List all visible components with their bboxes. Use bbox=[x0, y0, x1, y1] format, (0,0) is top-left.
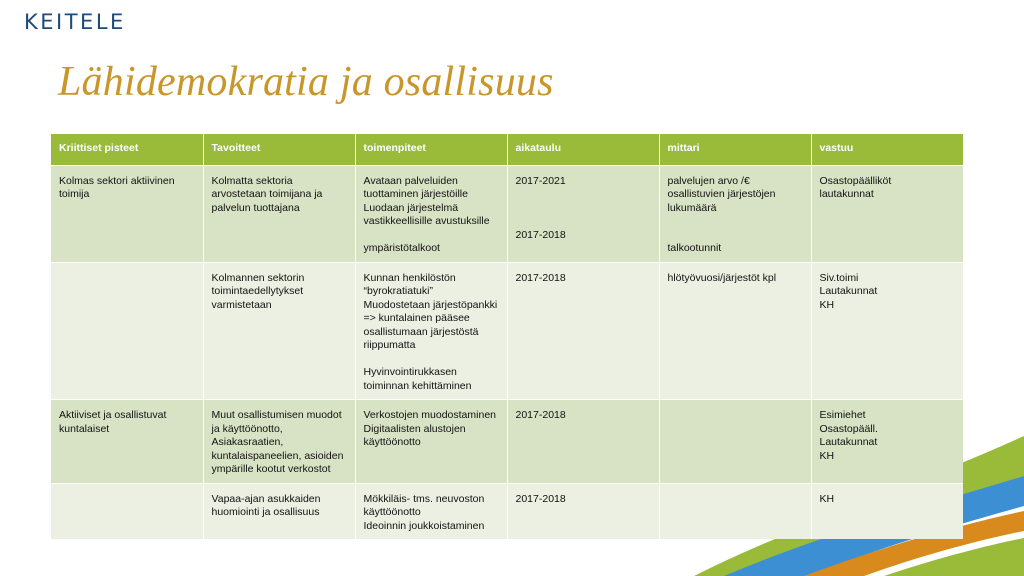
slide-title: Lähidemokratia ja osallisuus bbox=[58, 59, 554, 105]
header-vastuu: vastuu bbox=[811, 134, 963, 165]
table-cell bbox=[51, 262, 203, 400]
keitele-logo: KEITELE bbox=[24, 10, 126, 34]
table-cell: Esimiehet Osastopääll. Lautakunnat KH bbox=[811, 400, 963, 484]
table-cell bbox=[51, 483, 203, 539]
header-tavoitteet: Tavoitteet bbox=[203, 134, 355, 165]
table-cell: palvelujen arvo /€ osallistuvien järjestöjen lukumäärä talkootunnit bbox=[659, 165, 811, 262]
table-cell: Kolmannen sektorin toimintaedellytykset varmistetaan bbox=[203, 262, 355, 400]
table-cell: 2017-2018 bbox=[507, 400, 659, 484]
table-row bbox=[51, 400, 963, 484]
table-cell: KH bbox=[811, 483, 963, 539]
table-row bbox=[51, 483, 963, 539]
table-cell: 2017-2018 bbox=[507, 262, 659, 400]
table-cell bbox=[659, 400, 811, 484]
table-cell: 2017-2021 2017-2018 bbox=[507, 165, 659, 262]
table-cell: Siv.toimi Lautakunnat KH bbox=[811, 262, 963, 400]
table-cell: Avataan palveluiden tuottaminen järjestöille Luodaan järjestelmä vastikkeellisille avustuksille ympäristötalkoot bbox=[355, 165, 507, 262]
table-cell: Kolmatta sektoria arvostetaan toimijana ja palvelun tuottajana bbox=[203, 165, 355, 262]
table-cell: Mökkiläis- tms. neuvoston käyttöönotto Ideoinnin joukkoistaminen bbox=[355, 483, 507, 539]
header-aikataulu: aikataulu bbox=[507, 134, 659, 165]
table-cell: Osastopäälliköt lautakunnat bbox=[811, 165, 963, 262]
table-cell: Aktiiviset ja osallistuvat kuntalaiset bbox=[51, 400, 203, 484]
header-toimenpiteet: toimenpiteet bbox=[355, 134, 507, 165]
table-row bbox=[51, 165, 963, 262]
table-cell: 2017-2018 bbox=[507, 483, 659, 539]
plan-table bbox=[51, 134, 963, 539]
table-cell: Verkostojen muodostaminen Digitaalisten alustojen käyttöönotto bbox=[355, 400, 507, 484]
table-cell bbox=[659, 483, 811, 539]
header-mittari: mittari bbox=[659, 134, 811, 165]
table-row bbox=[51, 262, 963, 400]
table-cell: hlötyövuosi/järjestöt kpl bbox=[659, 262, 811, 400]
table-cell: Muut osallistumisen muodot ja käyttöönotto, Asiakasraatien, kuntalaispaneelien, asioiden ympärille kootut verkostot bbox=[203, 400, 355, 484]
table-header-row bbox=[51, 134, 963, 165]
table-cell: Kolmas sektori aktiivinen toimija bbox=[51, 165, 203, 262]
header-kriittiset-pisteet: Kriittiset pisteet bbox=[51, 134, 203, 165]
table-cell: Vapaa-ajan asukkaiden huomiointi ja osallisuus bbox=[203, 483, 355, 539]
table-cell: Kunnan henkilöstön “byrokratiatuki” Muodostetaan järjestöpankki => kuntalainen pääsee osallistumaan järjestöstä riippumatta Hyvinvointirukkasen toiminnan kehittäminen bbox=[355, 262, 507, 400]
